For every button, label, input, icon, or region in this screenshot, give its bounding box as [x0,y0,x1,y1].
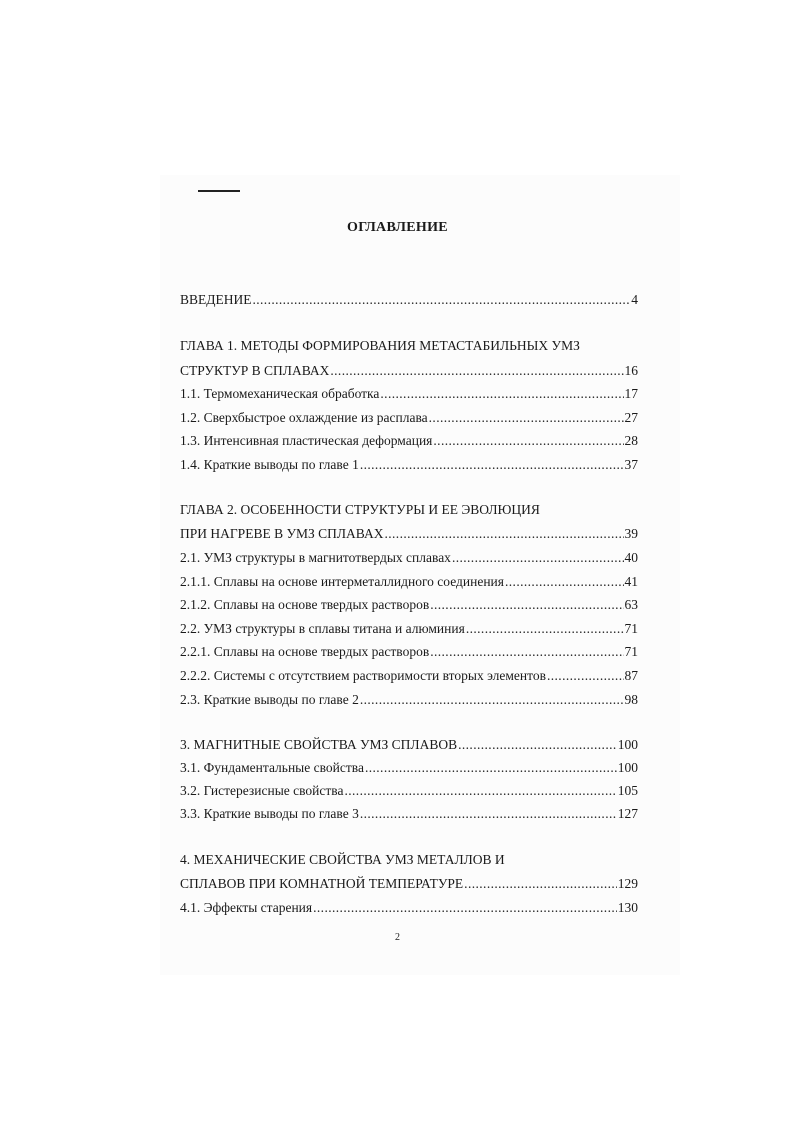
toc-entry-page: 4 [631,292,638,307]
toc-entry-label: 2.1.1. Сплавы на основе интерметаллидного соединения [180,574,504,589]
toc-leader-dots [430,597,623,613]
toc-leader-dots [430,644,623,660]
toc-entry-page: 40 [624,550,638,565]
toc-leader-dots [360,806,617,822]
toc-entry-page: 63 [624,597,638,612]
toc-entry-page: 130 [617,900,638,915]
toc-entry-label: 2.3. Краткие выводы по главе 2 [180,692,359,707]
toc-leader-dots [505,574,624,590]
toc-entry-page: 100 [617,737,638,752]
toc-leader-dots [452,550,624,566]
toc-entry-intro [180,292,638,310]
toc-leader-dots [458,737,617,753]
toc-entry-label: ПРИ НАГРЕВЕ В УМЗ СПЛАВАХ [180,526,384,541]
toc-entry-label: 3. МАГНИТНЫЕ СВОЙСТВА УМЗ СПЛАВОВ [180,737,458,752]
toc-entry-label: 2.2. УМЗ структуры в сплавы титана и алюминия [180,621,465,636]
toc-entry [180,692,638,710]
toc-entry-page: 39 [624,526,638,541]
chapter1-heading-line1: ГЛАВА 1. МЕТОДЫ ФОРМИРОВАНИЯ МЕТАСТАБИЛЬНЫХ УМЗ [180,338,580,353]
toc-entry-chapter3 [180,737,638,755]
toc-entry-page: 41 [624,574,638,589]
toc-entry-page: 100 [617,760,638,775]
toc-leader-dots [466,621,624,637]
toc-entry-chapter1 [180,363,638,381]
chapter2-heading-line1: ГЛАВА 2. ОСОБЕННОСТИ СТРУКТУРЫ И ЕЕ ЭВОЛЮЦИЯ [180,502,540,517]
toc-entry [180,900,638,918]
toc-entry-page: 98 [624,692,638,707]
toc-leader-dots [433,433,623,449]
toc-entry [180,410,638,428]
chapter4-heading-line1: 4. МЕХАНИЧЕСКИЕ СВОЙСТВА УМЗ МЕТАЛЛОВ И [180,852,505,867]
toc-leader-dots [429,410,624,426]
toc-entry [180,574,638,592]
page-number: 2 [395,932,400,943]
toc-entry-page: 16 [624,363,638,378]
toc-entry-label: 1.1. Термомеханическая обработка [180,386,380,401]
toc-entry [180,783,638,801]
toc-entry-label: 3.3. Краткие выводы по главе 3 [180,806,359,821]
toc-entry-label: 4.1. Эффекты старения [180,900,313,915]
toc-entry-page: 28 [624,433,638,448]
toc-entry-chapter2 [180,526,638,544]
toc-entry-page: 105 [617,783,638,798]
toc-leader-dots [464,876,617,892]
toc-leader-dots [330,363,623,379]
toc-entry [180,597,638,615]
toc-leader-dots [384,526,623,542]
toc-entry-label: 2.2.1. Сплавы на основе твердых растворов [180,644,430,659]
toc-entry-page: 37 [624,457,638,472]
toc-entry [180,457,638,475]
toc-entry-page: 71 [624,644,638,659]
toc-leader-dots [360,457,624,473]
toc-entry [180,550,638,568]
toc-entry-page: 87 [624,668,638,683]
toc-leader-dots [547,668,624,684]
toc-leader-dots [360,692,624,708]
toc-entry-label: ВВЕДЕНИЕ [180,292,252,307]
toc-entry-chapter4 [180,876,638,894]
toc-entry-label: 1.3. Интенсивная пластическая деформация [180,433,433,448]
toc-entry-page: 17 [624,386,638,401]
toc-entry-label: СТРУКТУР В СПЛАВАХ [180,363,330,378]
toc-leader-dots [313,900,617,916]
toc-entry [180,668,638,686]
toc-entry [180,644,638,662]
toc-entry-page: 129 [617,876,638,891]
toc-entry-label: 3.2. Гистерезисные свойства [180,783,344,798]
scan-mark [198,190,240,192]
toc-entry-label: 2.1.2. Сплавы на основе твердых растворов [180,597,430,612]
toc-leader-dots [344,783,616,799]
toc-leader-dots [365,760,617,776]
toc-entry-page: 71 [624,621,638,636]
toc-entry-page: 27 [624,410,638,425]
toc-entry [180,806,638,824]
toc-leader-dots [380,386,623,402]
toc-entry-label: 1.4. Краткие выводы по главе 1 [180,457,359,472]
toc-entry [180,433,638,451]
toc-entry-label: 2.1. УМЗ структуры в магнитотвердых сплавах [180,550,451,565]
toc-entry-page: 127 [617,806,638,821]
toc-entry [180,621,638,639]
toc-leader-dots [252,292,630,308]
toc-entry [180,760,638,778]
toc-title: ОГЛАВЛЕНИЕ [347,220,448,235]
toc-entry [180,386,638,404]
toc-entry-label: СПЛАВОВ ПРИ КОМНАТНОЙ ТЕМПЕРАТУРЕ [180,876,464,891]
toc-entry-label: 3.1. Фундаментальные свойства [180,760,364,775]
toc-entry-label: 2.2.2. Системы с отсутствием растворимости вторых элементов [180,668,546,683]
toc-entry-label: 1.2. Сверхбыстрое охлаждение из расплава [180,410,428,425]
